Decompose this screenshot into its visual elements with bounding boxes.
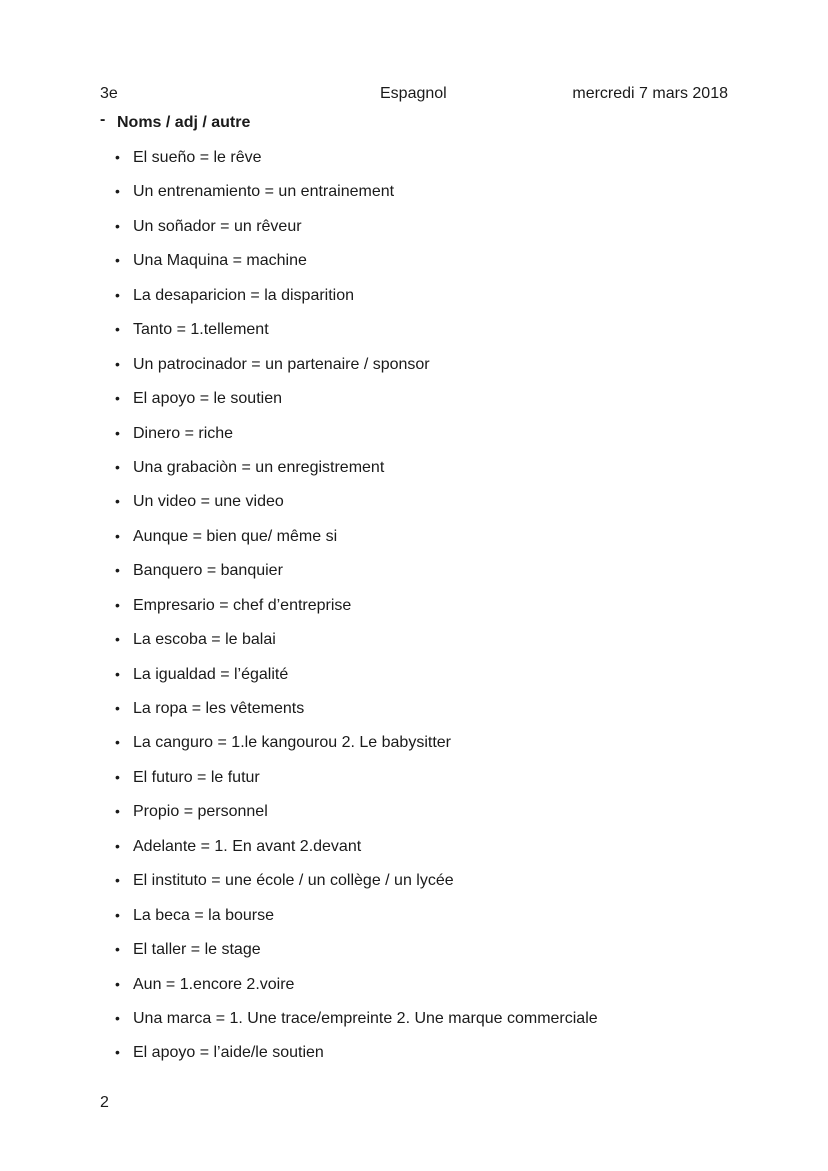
vocab-entry-text: La beca = la bourse (133, 906, 274, 924)
vocab-item (115, 628, 598, 662)
bullet-icon: • (115, 252, 120, 269)
vocab-entry-text: Dinero = riche (133, 424, 234, 442)
vocab-entry-text: La escoba = le balai (133, 631, 276, 649)
bullet-icon: • (115, 149, 120, 165)
bullet-icon: • (115, 941, 120, 958)
vocab-item (115, 456, 598, 490)
vocab-item (115, 422, 598, 456)
vocab-entry-text: Un patrocinador = un partenaire / sponsor (133, 355, 430, 373)
vocab-item (115, 525, 598, 559)
vocab-item (115, 800, 598, 834)
vocab-entry-text: Un soñador = un rêveur (133, 217, 302, 235)
vocab-entry-text: El apoyo = l’aide/le soutien (133, 1044, 324, 1062)
vocab-item (115, 731, 598, 765)
document-date: mercredi 7 mars 2018 (572, 85, 728, 102)
vocab-entry-text: El apoyo = le soutien (133, 390, 282, 408)
vocab-entry-text: Una grabaciòn = un enregistrement (133, 458, 385, 476)
vocab-item (115, 663, 598, 697)
vocab-item (115, 766, 598, 800)
bullet-icon: • (115, 1009, 120, 1026)
vocab-item (115, 490, 598, 524)
vocab-entry-text: La canguro = 1.le kangourou 2. Le babysitter (133, 734, 451, 752)
vocab-entry-text: Adelante = 1. En avant 2.devant (133, 837, 362, 855)
bullet-icon: • (115, 1044, 120, 1061)
vocab-item (115, 904, 598, 938)
vocab-item (115, 180, 598, 214)
bullet-icon: • (115, 837, 120, 854)
vocab-entry-text: El futuro = le futur (133, 768, 260, 786)
vocab-item (115, 353, 598, 387)
grade-level: 3e (100, 85, 118, 102)
vocab-entry-text: Una marca = 1. Une trace/empreinte 2. Une marque commerciale (133, 1009, 598, 1027)
vocab-item (115, 284, 598, 318)
section-title: Noms / adj / autre (117, 114, 251, 131)
page-header (100, 83, 728, 105)
vocab-entry-text: El taller = le stage (133, 941, 261, 959)
bullet-icon: • (115, 700, 120, 716)
bullet-icon: • (115, 596, 120, 613)
vocab-entry-text: Aunque = bien que/ même si (133, 527, 338, 545)
vocab-item (115, 387, 598, 421)
bullet-icon: • (115, 768, 120, 785)
vocab-item (115, 835, 598, 869)
bullet-icon: • (115, 217, 120, 234)
bullet-icon: • (115, 872, 120, 889)
vocab-entry-text: Un video = une video (133, 493, 284, 511)
vocab-item (115, 594, 598, 628)
section-heading (100, 112, 250, 134)
vocab-entry-text: La desaparicion = la disparition (133, 286, 355, 304)
vocab-item (115, 146, 598, 180)
vocab-item (115, 973, 598, 1007)
bullet-icon: • (115, 734, 120, 751)
vocab-item (115, 1007, 598, 1041)
bullet-icon: • (115, 355, 120, 372)
vocab-item (115, 869, 598, 903)
bullet-icon: • (115, 906, 120, 923)
vocab-item (115, 697, 598, 731)
bullet-icon: • (115, 183, 120, 200)
vocab-entry-text: Empresario = chef d’entreprise (133, 596, 352, 614)
bullet-icon: • (115, 493, 120, 510)
bullet-icon: • (115, 631, 120, 648)
vocabulary-list (115, 146, 598, 1076)
bullet-icon: • (115, 321, 120, 338)
vocab-entry-text: Banquero = banquier (133, 562, 283, 580)
bullet-icon: • (115, 390, 120, 407)
bullet-icon: • (115, 424, 120, 441)
page-number: 2 (100, 1094, 109, 1111)
vocab-entry-text: Una Maquina = machine (133, 252, 307, 270)
bullet-icon: • (115, 458, 120, 475)
vocab-entry-text: Propio = personnel (133, 803, 268, 821)
vocab-item (115, 938, 598, 972)
bullet-icon: • (115, 527, 120, 544)
vocab-entry-text: Aun = 1.encore 2.voire (133, 975, 295, 993)
bullet-icon: • (115, 975, 120, 992)
vocab-entry-text: El instituto = une école / un collège / un lycée (133, 872, 454, 890)
vocab-item (115, 249, 598, 283)
vocab-item (115, 318, 598, 352)
vocab-item (115, 1041, 598, 1075)
vocab-entry-text: La ropa = les vêtements (133, 700, 305, 717)
vocab-entry-text: La igualdad = l’égalité (133, 665, 289, 683)
bullet-icon: • (115, 803, 120, 820)
subject-title: Espagnol (380, 85, 447, 102)
bullet-icon: • (115, 665, 120, 682)
vocab-item (115, 559, 598, 593)
vocab-entry-text: Un entrenamiento = un entrainement (133, 183, 395, 201)
bullet-icon: • (115, 562, 120, 579)
vocab-entry-text: Tanto = 1.tellement (133, 321, 269, 339)
vocab-entry-text: El sueño = le rêve (133, 149, 262, 166)
bullet-icon: • (115, 286, 120, 303)
section-dash: - (100, 111, 106, 128)
vocab-item (115, 215, 598, 249)
